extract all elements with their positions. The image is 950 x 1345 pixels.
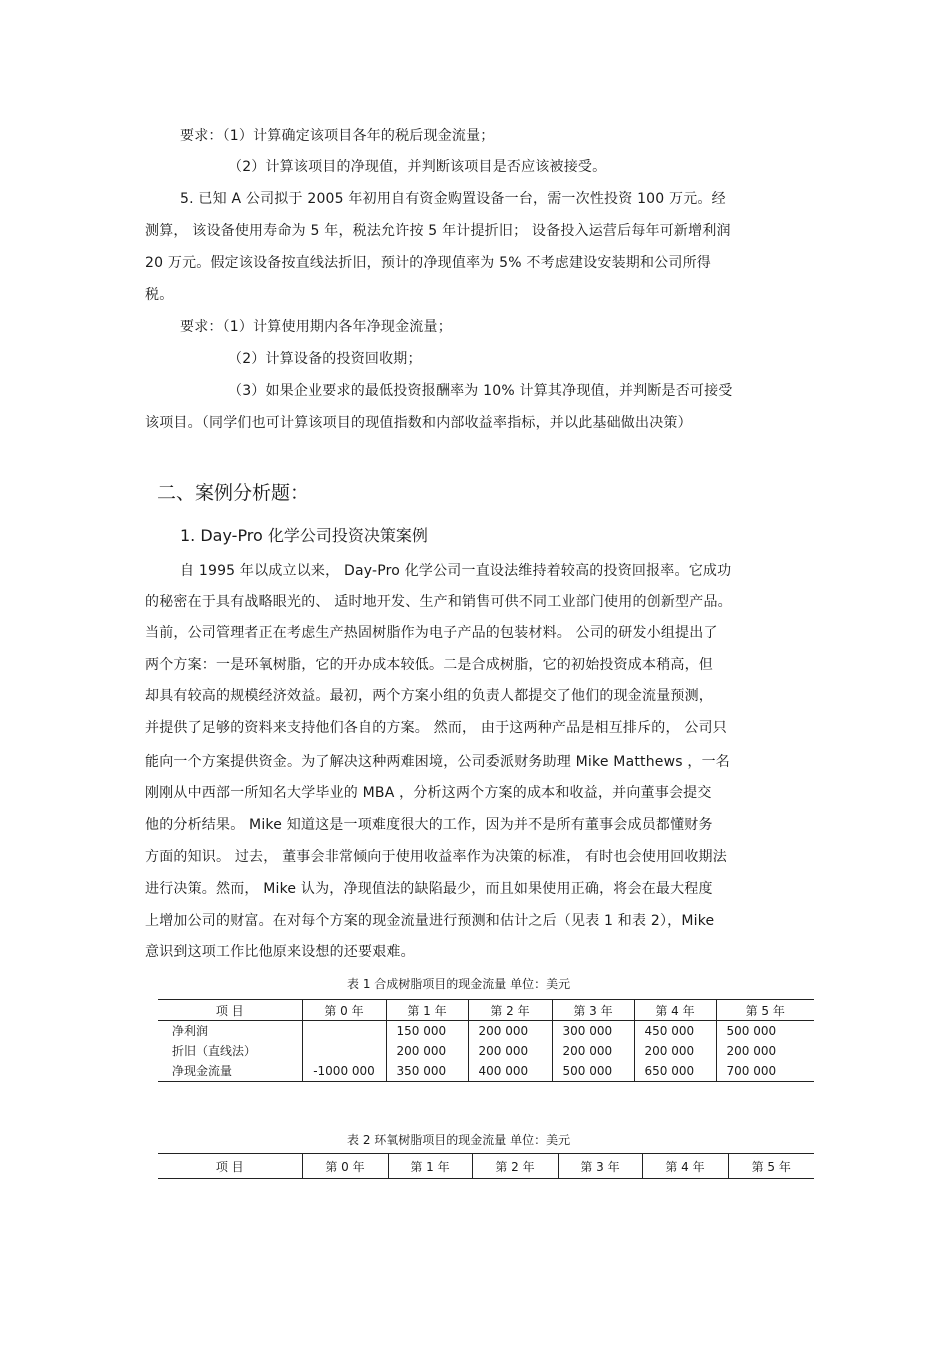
- column-header: 第 2 年: [472, 1154, 558, 1179]
- case-line: 当前，公司管理者正在考虑生产热固树脂作为电子产品的包装材料。 公司的研发小组提出了: [145, 625, 718, 641]
- row-label: 折旧（直线法）: [172, 1044, 257, 1058]
- column-header: 第 5 年: [716, 1000, 814, 1021]
- table-cell: 200 000: [552, 1041, 634, 1061]
- problem-5-line-2: 测算， 该设备使用寿命为 5 年，税法允许按 5 年计提折旧； 设备投入运营后每年可新增利润: [145, 223, 731, 239]
- requirement-line-1: 要求：（1）计算确定该项目各年的税后现金流量；: [180, 128, 495, 144]
- table-cell: [302, 1021, 386, 1042]
- row-label: 净现金流量: [158, 1061, 302, 1082]
- column-header: 第 1 年: [386, 1000, 468, 1021]
- case-line: 却具有较高的规模经济效益。最初，两个方案小组的负责人都提交了他们的现金流量预测，: [145, 688, 713, 704]
- column-header: 第 0 年: [302, 1154, 388, 1179]
- case-title: 1. Day-Pro 化学公司投资决策案例: [180, 526, 428, 545]
- case-line: 意识到这项工作比他原来设想的还要艰难。: [145, 944, 415, 960]
- table-cell: 650 000: [634, 1061, 716, 1082]
- table-header-row: [158, 1154, 814, 1179]
- column-header: 第 5 年: [728, 1154, 814, 1179]
- column-header: 第 2 年: [468, 1000, 552, 1021]
- column-header: 第 4 年: [642, 1154, 728, 1179]
- table-cell: 700 000: [716, 1061, 814, 1082]
- requirement-5-line-3: （3）如果企业要求的最低投资报酬率为 10% 计算其净现值，并判断是否可接受: [228, 383, 733, 399]
- problem-5-line-3: 20 万元。假定该设备按直线法折旧，预计的净现值率为 5% 不考虑建设安装期和公司所得: [145, 255, 711, 271]
- table-cell: 200 000: [716, 1041, 814, 1061]
- table-cell: 400 000: [468, 1061, 552, 1082]
- row-label: 净利润: [172, 1024, 209, 1038]
- table-cell: 200 000: [386, 1041, 468, 1061]
- case-line: 两个方案：一是环氧树脂，它的开办成本较低。二是合成树脂，它的初始投资成本稍高，但: [145, 657, 713, 673]
- requirement-5-line-1: 要求：（1）计算使用期内各年净现金流量；: [180, 319, 452, 335]
- table-cell: 150 000: [386, 1021, 468, 1042]
- table-cell: -1000 000: [302, 1061, 386, 1082]
- table-header-row: [158, 1000, 814, 1021]
- table-cell: 300 000: [552, 1021, 634, 1042]
- section-heading: 二、案例分析题：: [157, 482, 310, 504]
- case-line: 方面的知识。 过去， 董事会非常倾向于使用收益率作为决策的标准， 有时也会使用回收期法: [145, 849, 727, 865]
- table-cell: 200 000: [634, 1041, 716, 1061]
- case-line: 并提供了足够的资料来支持他们各自的方案。 然而， 由于这两种产品是相互排斥的， 公司只: [145, 720, 727, 736]
- column-header: 第 0 年: [302, 1000, 386, 1021]
- column-header: 第 4 年: [634, 1000, 716, 1021]
- case-line: 进行决策。然而， Mike 认为，净现值法的缺陷最少，而且如果使用正确，将会在最大程度: [145, 881, 713, 897]
- column-header: 项 目: [158, 1154, 302, 1179]
- table-cell: 450 000: [634, 1021, 716, 1042]
- column-header: 第 3 年: [558, 1154, 642, 1179]
- table2-epoxy-resin-cash-flow: [158, 1153, 814, 1179]
- table-cell: [302, 1041, 386, 1061]
- column-header: 项 目: [158, 1000, 302, 1021]
- table-cell: 500 000: [552, 1061, 634, 1082]
- table1-synthetic-resin-cash-flow: [158, 999, 814, 1082]
- problem-5-line-1: 5. 已知 A 公司拟于 2005 年初用自有资金购置设备一台，需一次性投资 100 万元。经: [180, 191, 726, 207]
- table-cell: 350 000: [386, 1061, 468, 1082]
- case-line: 刚刚从中西部一所知名大学毕业的 MBA ，分析这两个方案的成本和收益，并向董事会提交: [145, 785, 712, 801]
- table-cell: 200 000: [468, 1021, 552, 1042]
- table-row: [158, 1061, 814, 1082]
- table-cell: 200 000: [468, 1041, 552, 1061]
- table1-caption: 表 1 合成树脂项目的现金流量 单位：美元: [347, 977, 571, 991]
- case-line: 自 1995 年以成立以来， Day-Pro 化学公司一直设法维持着较高的投资回报率。它成功: [180, 563, 732, 579]
- requirement-5-line-4: 该项目。（同学们也可计算该项目的现值指数和内部收益率指标，并以此基础做出决策）: [145, 415, 692, 431]
- problem-5-line-4: 税。: [145, 287, 174, 303]
- case-line: 上增加公司的财富。在对每个方案的现金流量进行预测和估计之后（见表 1 和表 2），Mike: [145, 913, 715, 929]
- requirement-5-line-2: （2）计算设备的投资回收期；: [228, 351, 422, 367]
- case-line: 能向一个方案提供资金。为了解决这种两难困境，公司委派财务助理 Mike Matthews ，一名: [145, 754, 731, 770]
- requirement-line-2: （2）计算该项目的净现值，并判断该项目是否应该被接受。: [228, 159, 607, 175]
- case-line: 他的分析结果。 Mike 知道这是一项难度很大的工作，因为并不是所有董事会成员都懂财务: [145, 817, 713, 833]
- table-cell: 500 000: [716, 1021, 814, 1042]
- table2-caption: 表 2 环氧树脂项目的现金流量 单位：美元: [347, 1133, 571, 1147]
- column-header: 第 3 年: [552, 1000, 634, 1021]
- column-header: 第 1 年: [388, 1154, 472, 1179]
- table-row: [158, 1041, 814, 1061]
- case-line: 的秘密在于具有战略眼光的、 适时地开发、生产和销售可供不同工业部门使用的创新型产品。: [145, 594, 732, 610]
- table-row: [158, 1021, 814, 1042]
